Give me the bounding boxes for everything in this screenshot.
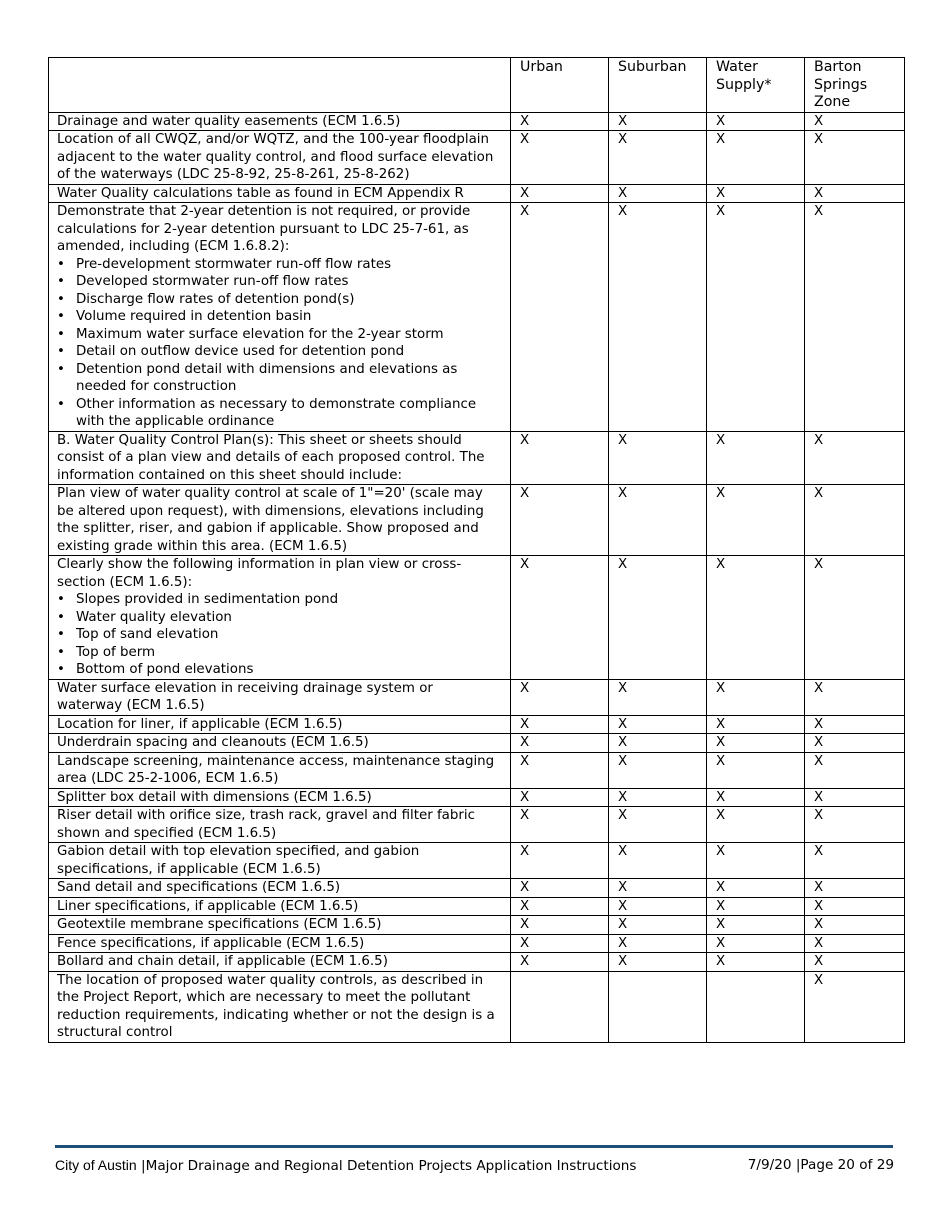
mark-barton-springs-zone: X xyxy=(805,752,905,788)
mark-urban: X xyxy=(511,879,609,898)
mark-urban: X xyxy=(511,897,609,916)
requirement-cell xyxy=(49,203,511,432)
table-row xyxy=(49,184,905,203)
mark-barton-springs-zone: X xyxy=(805,485,905,556)
mark-barton-springs-zone: X xyxy=(805,897,905,916)
mark-urban: X xyxy=(511,843,609,879)
requirement-text: Liner specifications, if applicable (ECM 1.6.5) xyxy=(57,898,359,914)
requirement-text: Water Quality calculations table as found in ECM Appendix R xyxy=(57,185,464,201)
mark-water-supply xyxy=(707,971,805,1042)
header-urban: Urban xyxy=(511,58,609,113)
mark-urban: X xyxy=(511,556,609,680)
requirement-cell xyxy=(49,112,511,131)
requirement-text: The location of proposed water quality controls, as described in the Project Report, which are necessary to meet the pollutant reduction requirements, indicating whether or not the design is a structural control xyxy=(57,972,495,1040)
requirement-cell xyxy=(49,715,511,734)
mark-suburban xyxy=(609,971,707,1042)
mark-suburban: X xyxy=(609,203,707,432)
table-row xyxy=(49,131,905,185)
mark-water-supply: X xyxy=(707,131,805,185)
footer-date: 7/9/20 xyxy=(747,1157,792,1173)
mark-water-supply: X xyxy=(707,788,805,807)
requirement-cell xyxy=(49,879,511,898)
mark-urban: X xyxy=(511,752,609,788)
mark-suburban: X xyxy=(609,916,707,935)
mark-water-supply: X xyxy=(707,734,805,753)
mark-water-supply: X xyxy=(707,112,805,131)
requirement-text: Water surface elevation in receiving drainage system or waterway (ECM 1.6.5) xyxy=(57,680,433,713)
requirement-bullet: • Discharge flow rates of detention pond(s) xyxy=(76,291,502,309)
table-row xyxy=(49,807,905,843)
requirement-bullet: • Detail on outflow device used for detention pond xyxy=(76,343,502,361)
mark-water-supply: X xyxy=(707,715,805,734)
footer-org: City of Austin xyxy=(55,1157,137,1173)
requirement-bullet: • Water quality elevation xyxy=(76,609,502,627)
header-barton-springs-zone: Barton Springs Zone xyxy=(805,58,905,113)
mark-water-supply: X xyxy=(707,879,805,898)
mark-barton-springs-zone: X xyxy=(805,879,905,898)
mark-suburban: X xyxy=(609,679,707,715)
mark-suburban: X xyxy=(609,112,707,131)
mark-water-supply: X xyxy=(707,916,805,935)
requirement-cell xyxy=(49,971,511,1042)
table-row xyxy=(49,556,905,680)
requirement-text: Sand detail and specifications (ECM 1.6.5) xyxy=(57,880,341,895)
table-row xyxy=(49,879,905,898)
requirement-cell xyxy=(49,934,511,953)
table-row xyxy=(49,897,905,916)
table-row xyxy=(49,734,905,753)
requirement-cell xyxy=(49,184,511,203)
requirement-bullet: • Other information as necessary to demonstrate compliance with the applicable ordinance xyxy=(76,396,502,431)
requirement-text: Gabion detail with top elevation specified, and gabion specifications, if applicable (ECM 1.6.5) xyxy=(57,844,420,877)
mark-urban: X xyxy=(511,934,609,953)
mark-water-supply: X xyxy=(707,807,805,843)
requirement-cell xyxy=(49,752,511,788)
requirement-bullet: • Pre-development stormwater run-off flow rates xyxy=(76,256,502,274)
header-water-supply: Water Supply* xyxy=(707,58,805,113)
requirement-cell xyxy=(49,485,511,556)
footer-page-number: |Page 20 of 29 xyxy=(795,1157,894,1173)
table-row xyxy=(49,752,905,788)
table-row xyxy=(49,788,905,807)
mark-suburban: X xyxy=(609,184,707,203)
mark-urban: X xyxy=(511,715,609,734)
mark-barton-springs-zone: X xyxy=(805,843,905,879)
requirement-bullet: • Volume required in detention basin xyxy=(76,308,502,326)
requirement-cell xyxy=(49,807,511,843)
requirement-text: Demonstrate that 2-year detention is not required, or provide calculations for 2-year detention pursuant to LDC 25-7-61, as amended, including (ECM 1.6.8.2): xyxy=(57,204,471,254)
footer-rule xyxy=(55,1145,893,1148)
requirement-text: Bollard and chain detail, if applicable (ECM 1.6.5) xyxy=(57,954,388,969)
mark-barton-springs-zone: X xyxy=(805,431,905,485)
mark-suburban: X xyxy=(609,879,707,898)
mark-urban: X xyxy=(511,431,609,485)
table-row xyxy=(49,916,905,935)
requirement-text: Drainage and water quality easements (ECM 1.6.5) xyxy=(57,113,401,129)
table-body xyxy=(49,112,905,1042)
mark-water-supply: X xyxy=(707,679,805,715)
requirement-cell xyxy=(49,556,511,680)
mark-suburban: X xyxy=(609,752,707,788)
footer-document: |Major Drainage and Regional Detention Projects Application Instructions xyxy=(141,1158,637,1174)
mark-suburban: X xyxy=(609,734,707,753)
mark-urban: X xyxy=(511,131,609,185)
requirement-text: Landscape screening, maintenance access, maintenance staging area (LDC 25-2-1006, ECM 1.6.5) xyxy=(57,753,495,786)
mark-barton-springs-zone: X xyxy=(805,556,905,680)
requirements-table xyxy=(48,57,905,1043)
header-item-column xyxy=(49,58,511,113)
table-header-row xyxy=(49,58,905,113)
table-row xyxy=(49,953,905,972)
table-row xyxy=(49,934,905,953)
requirement-text: Fence specifications, if applicable (ECM 1.6.5) xyxy=(57,935,365,951)
requirement-cell xyxy=(49,734,511,753)
mark-barton-springs-zone: X xyxy=(805,971,905,1042)
header-suburban: Suburban xyxy=(609,58,707,113)
requirement-text: Clearly show the following information in plan view or cross-section (ECM 1.6.5): xyxy=(57,557,462,590)
requirement-bullet: • Detention pond detail with dimensions and elevations as needed for construction xyxy=(76,361,502,396)
mark-water-supply: X xyxy=(707,431,805,485)
table-row xyxy=(49,485,905,556)
mark-water-supply: X xyxy=(707,752,805,788)
requirement-text: Splitter box detail with dimensions (ECM 1.6.5) xyxy=(57,789,372,805)
requirement-text: Underdrain spacing and cleanouts (ECM 1.6.5) xyxy=(57,735,369,750)
mark-suburban: X xyxy=(609,431,707,485)
requirement-cell xyxy=(49,131,511,185)
requirement-text: Location of all CWQZ, and/or WQTZ, and the 100-year floodplain adjacent to the water quality control, and flood surface elevation of the waterways (LDC 25-8-92, 25-8-261, 25-8-262) xyxy=(57,132,494,182)
mark-urban: X xyxy=(511,485,609,556)
table-row xyxy=(49,715,905,734)
mark-suburban: X xyxy=(609,934,707,953)
table-row xyxy=(49,203,905,432)
requirement-text: Plan view of water quality control at scale of 1"=20' (scale may be altered upon request), with dimensions, elevations including the splitter, riser, and gabion if applicable. Show proposed and existing grade within this area. (ECM 1.6.5) xyxy=(57,486,484,554)
mark-water-supply: X xyxy=(707,953,805,972)
mark-water-supply: X xyxy=(707,485,805,556)
mark-barton-springs-zone: X xyxy=(805,807,905,843)
table-row xyxy=(49,971,905,1042)
requirement-cell xyxy=(49,916,511,935)
mark-urban: X xyxy=(511,679,609,715)
mark-suburban: X xyxy=(609,843,707,879)
mark-urban: X xyxy=(511,916,609,935)
mark-water-supply: X xyxy=(707,843,805,879)
mark-urban: X xyxy=(511,734,609,753)
mark-barton-springs-zone: X xyxy=(805,112,905,131)
mark-suburban: X xyxy=(609,953,707,972)
requirement-cell xyxy=(49,843,511,879)
mark-barton-springs-zone: X xyxy=(805,715,905,734)
requirement-bullet-list xyxy=(57,591,502,679)
requirement-bullet: • Maximum water surface elevation for the 2-year storm xyxy=(76,326,502,344)
mark-urban: X xyxy=(511,953,609,972)
requirement-bullet: • Developed stormwater run-off flow rates xyxy=(76,273,502,291)
mark-barton-springs-zone: X xyxy=(805,916,905,935)
mark-barton-springs-zone: X xyxy=(805,131,905,185)
mark-barton-springs-zone: X xyxy=(805,934,905,953)
mark-suburban: X xyxy=(609,807,707,843)
mark-urban: X xyxy=(511,203,609,432)
mark-barton-springs-zone: X xyxy=(805,734,905,753)
requirement-bullet-list xyxy=(57,256,502,431)
requirement-text: B. Water Quality Control Plan(s): This sheet or sheets should consist of a plan view and details of each proposed control. The information contained on this sheet should include: xyxy=(57,432,485,483)
requirement-bullet: • Top of sand elevation xyxy=(76,626,502,644)
requirement-text: Geotextile membrane specifications (ECM 1.6.5) xyxy=(57,917,382,932)
table-row xyxy=(49,679,905,715)
footer-document-title xyxy=(55,1157,636,1174)
requirement-cell xyxy=(49,431,511,485)
mark-water-supply: X xyxy=(707,934,805,953)
table-row xyxy=(49,431,905,485)
mark-urban xyxy=(511,971,609,1042)
mark-barton-springs-zone: X xyxy=(805,184,905,203)
requirement-cell xyxy=(49,788,511,807)
mark-suburban: X xyxy=(609,788,707,807)
requirement-bullet: • Top of berm xyxy=(76,644,502,662)
requirement-bullet: • Slopes provided in sedimentation pond xyxy=(76,591,502,609)
mark-water-supply: X xyxy=(707,184,805,203)
mark-barton-springs-zone: X xyxy=(805,203,905,432)
mark-water-supply: X xyxy=(707,897,805,916)
requirement-cell xyxy=(49,679,511,715)
mark-suburban: X xyxy=(609,897,707,916)
requirement-bullet: • Bottom of pond elevations xyxy=(76,661,502,679)
mark-suburban: X xyxy=(609,485,707,556)
requirement-cell xyxy=(49,897,511,916)
mark-suburban: X xyxy=(609,131,707,185)
mark-urban: X xyxy=(511,788,609,807)
requirement-text: Riser detail with orifice size, trash rack, gravel and filter fabric shown and specified (ECM 1.6.5) xyxy=(57,808,475,841)
mark-barton-springs-zone: X xyxy=(805,679,905,715)
mark-water-supply: X xyxy=(707,556,805,680)
requirement-cell xyxy=(49,953,511,972)
mark-barton-springs-zone: X xyxy=(805,788,905,807)
mark-urban: X xyxy=(511,112,609,131)
mark-suburban: X xyxy=(609,715,707,734)
table-row xyxy=(49,843,905,879)
mark-urban: X xyxy=(511,184,609,203)
requirement-text: Location for liner, if applicable (ECM 1.6.5) xyxy=(57,716,343,732)
mark-urban: X xyxy=(511,807,609,843)
mark-water-supply: X xyxy=(707,203,805,432)
mark-suburban: X xyxy=(609,556,707,680)
table-row xyxy=(49,112,905,131)
mark-barton-springs-zone: X xyxy=(805,953,905,972)
footer-page-info xyxy=(748,1157,894,1173)
